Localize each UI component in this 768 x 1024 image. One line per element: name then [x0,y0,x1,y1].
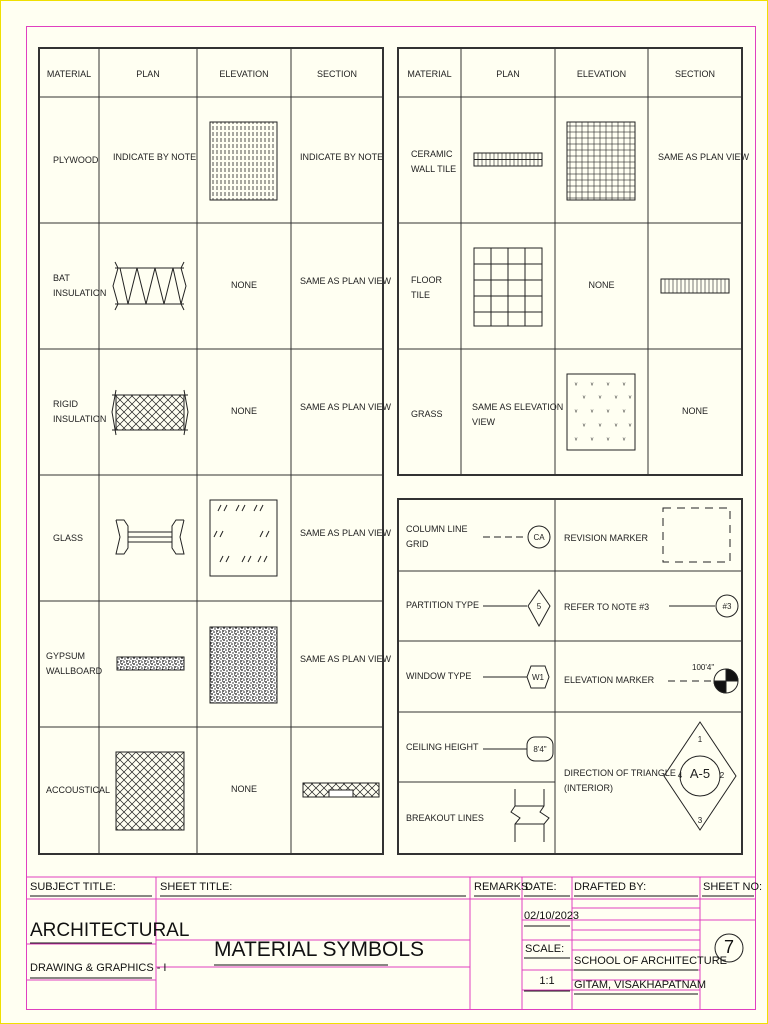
floor-tile-plan-symbol [474,248,542,326]
plan-note: SAME AS ELEVATION [472,402,564,412]
symbol-label: REFER TO NOTE #3 [564,602,650,612]
scale-value: 1:1 [539,975,555,987]
material-name: INSULATION [53,288,107,298]
svg-text:ᵥ: ᵥ [590,405,594,414]
date-value: 02/10/2023 [524,910,580,922]
plan-note: INDICATE BY NOTE [113,152,197,162]
symbol-label: (INTERIOR) [564,783,613,793]
section-note: INDICATE BY NOTE [300,152,384,162]
grass-elevation-symbol [567,374,635,450]
table-header: PLAN [136,69,160,79]
material-name: BAT [53,273,70,283]
table-header: SECTION [316,69,357,79]
material-name: WALLBOARD [46,666,103,676]
table-header: SECTION [674,69,715,79]
svg-text:ᵥ: ᵥ [614,419,618,428]
breakout-lines-symbol [511,789,549,842]
floor-tile-section-symbol [661,279,729,293]
plan-note: VIEW [472,417,496,427]
section-note: SAME AS PLAN VIEW [300,528,392,538]
remarks-label: REMARKS: [474,881,532,893]
ceramic-plan-symbol [474,153,542,166]
svg-text:ᵥ: ᵥ [574,405,578,414]
bat-insulation-plan-symbol [113,262,186,310]
svg-text:ᵥ: ᵥ [622,378,626,387]
svg-text:ᵥ: ᵥ [622,433,626,442]
sheet-title-label: SHEET TITLE: [160,881,233,893]
triangle-bottom: 3 [697,816,703,825]
symbol-label: REVISION MARKER [564,533,649,543]
table-header: MATERIAL [46,69,92,79]
window-tag: W1 [532,673,544,682]
triangle-center-text: A-5 [689,766,711,781]
elevation-note: NONE [230,406,257,416]
gypsum-elevation-symbol [210,627,277,703]
material-name: FLOOR [411,275,443,285]
partition-tag: 5 [536,602,542,611]
section-note: SAME AS PLAN VIEW [300,654,392,664]
material-name: WALL TILE [411,164,457,174]
symbol-label: COLUMN LINE [406,524,468,534]
glass-elevation-symbol [210,500,277,576]
rigid-insulation-plan-symbol [112,390,188,435]
triangle-right: 2 [719,771,725,780]
material-name: TILE [411,290,431,300]
symbol-label: ELEVATION MARKER [564,675,655,685]
acoustical-plan-symbol [116,752,184,830]
svg-text:ᵥ: ᵥ [606,433,610,442]
subject-value: ARCHITECTURAL [30,920,190,941]
elevation-note: NONE [230,784,257,794]
table-header: ELEVATION [219,69,269,79]
symbol-label: WINDOW TYPE [406,671,472,681]
scale-label: SCALE: [525,943,565,955]
material-name: RIGID [53,399,79,409]
svg-text:ᵥ: ᵥ [598,391,602,400]
date-label: DATE: [525,881,557,893]
revision-marker-symbol [663,508,730,562]
svg-text:ᵥ: ᵥ [622,405,626,414]
school-name: SCHOOL OF ARCHITECTURE [574,955,727,967]
svg-text:ᵥ: ᵥ [606,405,610,414]
svg-text:ᵥ: ᵥ [606,378,610,387]
column-tag: CA [533,533,545,542]
material-name: PLYWOOD [53,154,99,165]
ceiling-tag: 8'4" [533,745,547,754]
symbol-label: GRID [406,539,429,549]
drafted-by-label: DRAFTED BY: [574,881,647,893]
institute-name: GITAM, VISAKHAPATNAM [574,979,707,991]
material-name: GYPSUM [46,651,86,661]
material-name: INSULATION [53,414,107,424]
sheet-no-label: SHEET NO: [703,881,763,893]
symbol-label: CEILING HEIGHT [406,742,479,752]
svg-text:ᵥ: ᵥ [628,419,632,428]
svg-text:ᵥ: ᵥ [590,433,594,442]
svg-text:ᵥ: ᵥ [574,433,578,442]
svg-text:ᵥ: ᵥ [590,378,594,387]
svg-text:ᵥ: ᵥ [614,391,618,400]
material-name: ACCOUSTICAL [46,784,111,795]
svg-text:ᵥ: ᵥ [628,391,632,400]
elevation-note: NONE [230,280,257,290]
elevation-note: NONE [588,280,615,290]
table-header: MATERIAL [407,69,452,79]
symbol-label: DIRECTION OF TRIANGLE [564,768,676,778]
section-note: NONE [681,406,708,416]
triangle-top: 1 [697,735,703,744]
section-note: SAME AS PLAN VIEW [300,276,392,286]
svg-text:ᵥ: ᵥ [574,378,578,387]
plywood-elevation-hatch [210,122,277,200]
sheet-title-value: MATERIAL SYMBOLS [214,938,425,961]
material-name: CERAMIC [411,149,453,159]
triangle-left: 4 [677,771,683,780]
elevation-value: 100'4" [692,663,715,672]
material-name: GLASS [53,532,84,543]
svg-text:ᵥ: ᵥ [582,391,586,400]
symbol-label: PARTITION TYPE [406,600,480,610]
subject-title-label: SUBJECT TITLE: [30,881,116,893]
gypsum-plan-symbol [117,657,184,670]
table-header: PLAN [496,69,520,79]
symbol-label: BREAKOUT LINES [406,813,484,823]
note-tag: #3 [722,602,732,611]
svg-text:ᵥ: ᵥ [582,419,586,428]
subject-subtitle: DRAWING & GRAPHICS - I [30,962,167,974]
section-note: SAME AS PLAN VIEW [658,152,750,162]
section-note: SAME AS PLAN VIEW [300,402,392,412]
glass-plan-symbol [116,520,184,554]
table-header: ELEVATION [576,69,627,79]
svg-text:ᵥ: ᵥ [598,419,602,428]
sheet-number: 7 [723,937,734,957]
ceramic-elevation-symbol [567,122,635,200]
acoustical-section-symbol [303,783,379,797]
material-name: GRASS [411,408,443,419]
